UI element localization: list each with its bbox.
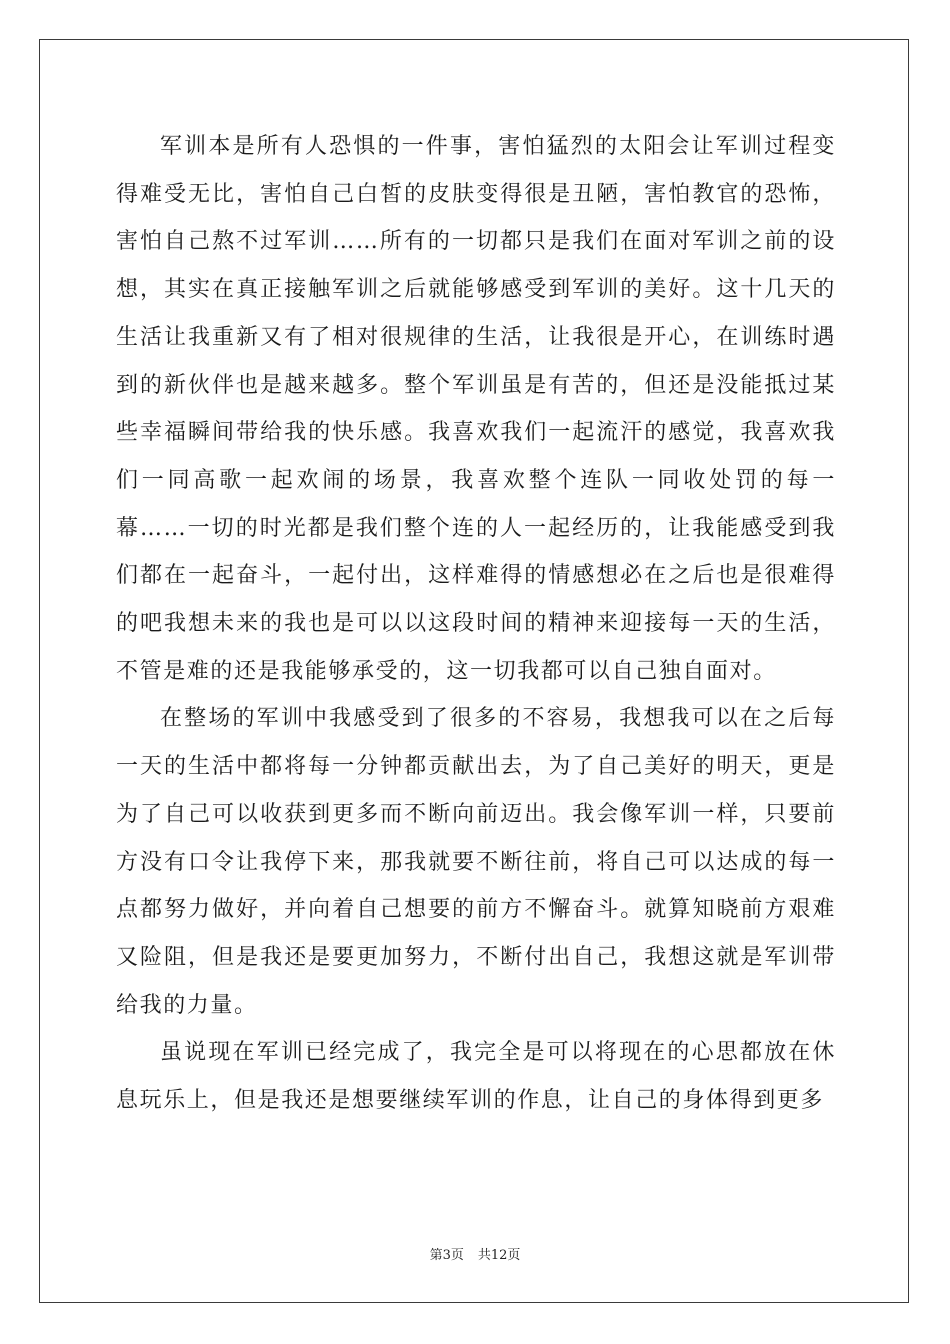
page-footer (0, 1248, 950, 1264)
total-pages: 共12页 (477, 1248, 521, 1263)
document-body (116, 123, 836, 1125)
paragraph-3: 虽说现在军训已经完成了，我完全是可以将现在的心思都放在休息玩乐上，但是我还是想要继续军训的作息，让自己的身体得到更多 (116, 1040, 836, 1114)
paragraph-2: 在整场的军训中我感受到了很多的不容易，我想我可以在之后每一天的生活中都将每一分钟都贡献出去，为了自己美好的明天，更是为了自己可以收获到更多而不断向前迈出。我会像军训一样，只要前方没有口令让我停下来，那我就要不断往前，将自己可以达成的每一点都努力做好，并向着自己想要的前方不懈奋斗。就算知晓前方艰难又险阻，但是我还是要更加努力，不断付出自己，我想这就是军训带给我的力量。 (116, 706, 836, 1018)
current-page-number: 第3页 (429, 1248, 464, 1263)
paragraph-1: 军训本是所有人恐惧的一件事，害怕猛烈的太阳会让军训过程变得难受无比，害怕自己白皙的皮肤变得很是丑陋，害怕教官的恐怖，害怕自己熬不过军训……所有的一切都只是我们在面对军训之前的设想，其实在真正接触军训之后就能够感受到军训的美好。这十几天的生活让我重新又有了相对很规律的生活，让我很是开心，在训练时遇到的新伙伴也是越来越多。整个军训虽是有苦的，但还是没能抵过某些幸福瞬间带给我的快乐感。我喜欢我们一起流汗的感觉，我喜欢我们一同高歌一起欢闹的场景，我喜欢整个连队一同收处罚的每一幕……一切的时光都是我们整个连的人一起经历的，让我能感受到我们都在一起奋斗，一起付出，这样难得的情感想必在之后也是很难得的吧我想未来的我也是可以以这段时间的精神来迎接每一天的生活，不管是难的还是我能够承受的，这一切我都可以自己独自面对。 (116, 134, 836, 684)
